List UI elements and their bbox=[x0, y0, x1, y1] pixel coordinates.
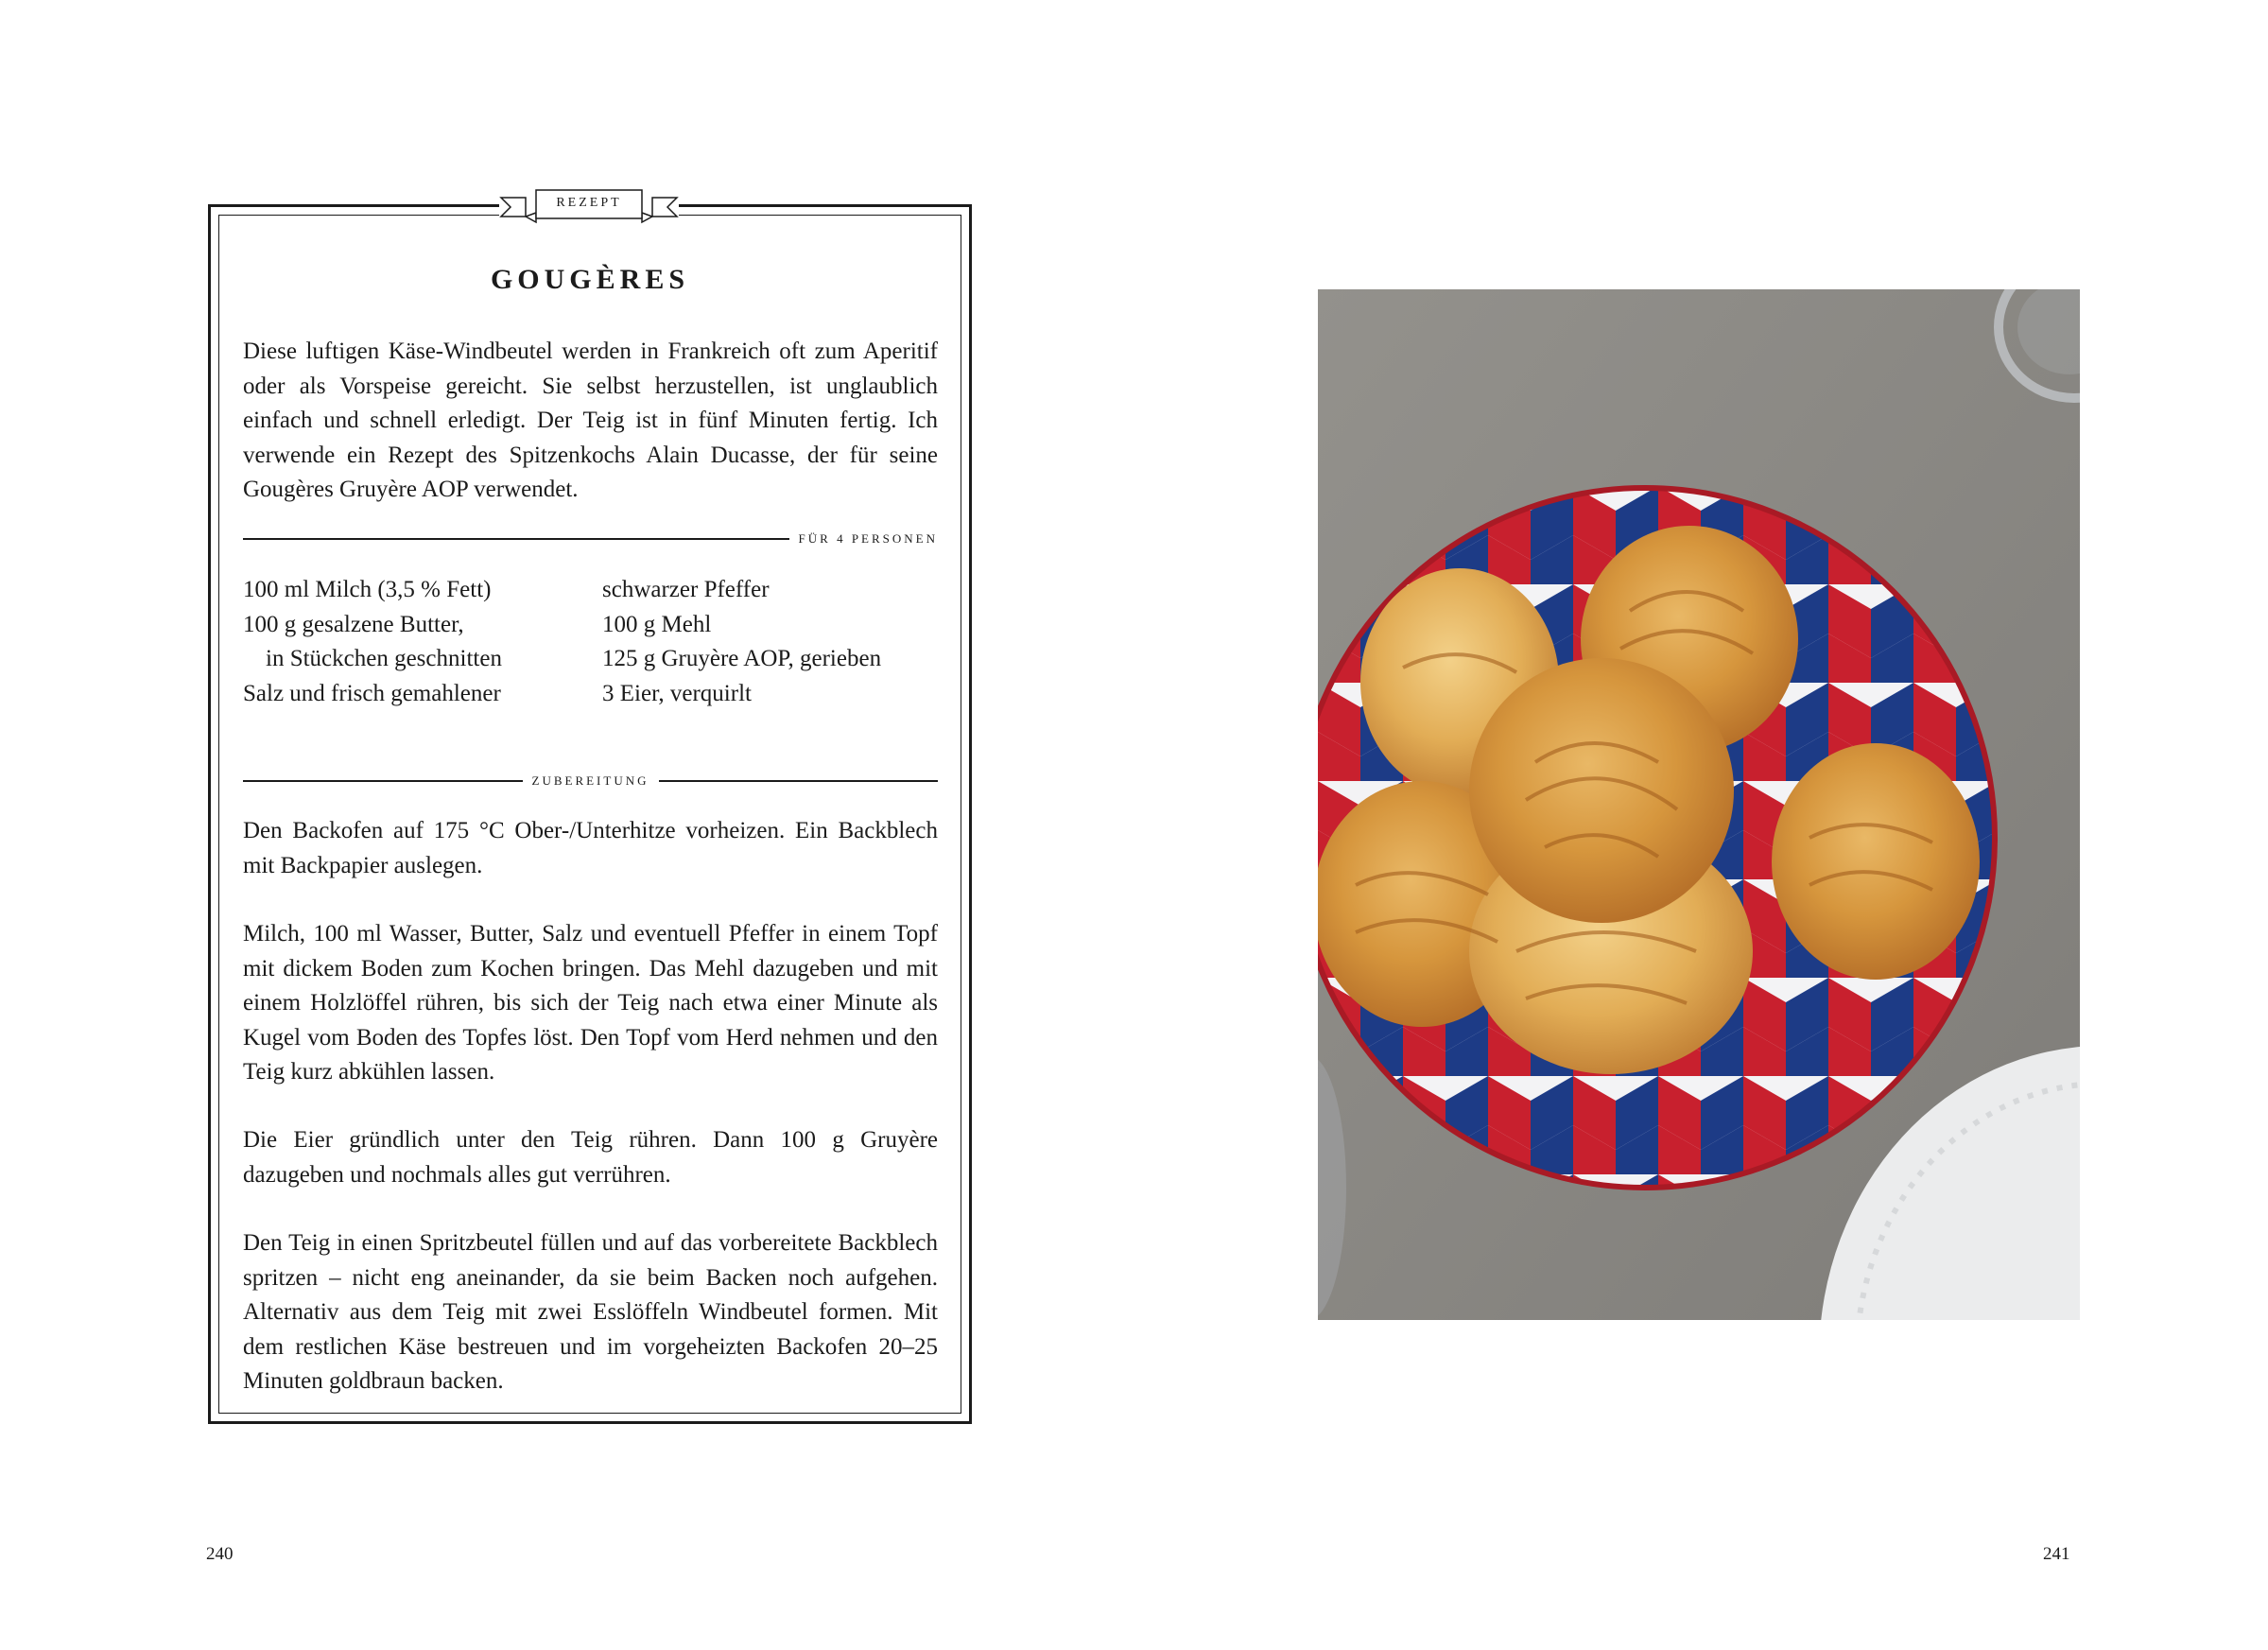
ingredient-line: 125 g Gruyère AOP, gerieben bbox=[602, 646, 882, 671]
ingredients-left-column bbox=[243, 573, 593, 711]
page-number-right: 241 bbox=[2043, 1544, 2070, 1564]
ingredient-line: 100 g gesalzene Butter, bbox=[243, 611, 464, 637]
ingredient-line: Salz und frisch gemahlener bbox=[243, 680, 501, 706]
banner-label: REZEPT bbox=[556, 196, 622, 210]
divider-line bbox=[659, 780, 939, 782]
preparation-step: Den Teig in einen Spritzbeutel füllen und auf das vorbereitete Backblech spritzen – nicht eng aneinander, da sie beim Backen noch aufgehen. Alternativ aus dem Teig mit zwei Esslöffeln Windbeutel formen. Mit dem restlichen Käse bestreuen und im vorgeheizten Backofen 20–25 Minuten goldbraun backen. bbox=[243, 1230, 938, 1394]
recipe-intro: Diese luftigen Käse-Windbeutel werden in Frankreich oft zum Aperitif oder als Vorspeise gereicht. Sie selbst herzustellen, ist unglaublich einfach und schnell erledigt. Der Teig ist in fünf Minuten fertig. Ich verwende ein Rezept des Spitzenkochs Alain Ducasse, der für seine Gougères Gruyère AOP verwendet. bbox=[243, 339, 938, 502]
servings-label: FÜR 4 PERSONEN bbox=[798, 531, 938, 546]
recipe-title: GOUGÈRES bbox=[490, 264, 690, 295]
ingredient-line: 100 g Mehl bbox=[602, 611, 712, 637]
preparation-label: ZUBEREITUNG bbox=[531, 773, 649, 788]
preparation-step: Die Eier gründlich unter den Teig rühren. Dann 100 g Gruyère dazugeben und nochmals alles gut verrühren. bbox=[243, 1127, 938, 1188]
ingredient-line: 100 ml Milch (3,5 % Fett) bbox=[243, 577, 492, 602]
gougeres-photo bbox=[1318, 289, 2080, 1320]
preparation-step: Milch, 100 ml Wasser, Butter, Salz und eventuell Pfeffer in einem Topf mit dickem Boden zum Kochen bringen. Das Mehl dazugeben und mit einem Holzlöffel rühren, bis sich der Teig nach etwa einer Minute als Kugel vom Boden des Topfes löst. Den Topf vom Herd nehmen und den Teig kurz abkühlen lassen. bbox=[243, 921, 938, 1085]
ingredient-line: schwarzer Pfeffer bbox=[602, 577, 770, 602]
divider-line bbox=[243, 538, 789, 540]
divider-line bbox=[243, 780, 523, 782]
preparation-divider bbox=[243, 772, 938, 790]
ingredient-line: in Stückchen geschnitten bbox=[266, 646, 502, 671]
servings-divider bbox=[243, 530, 938, 548]
preparation-step: Den Backofen auf 175 °C Ober-/Unterhitze vorheizen. Ein Backblech mit Backpapier auslegen. bbox=[243, 818, 938, 878]
ingredient-line: 3 Eier, verquirlt bbox=[602, 680, 752, 706]
page-number-left: 240 bbox=[206, 1544, 234, 1564]
ingredients-right-column bbox=[602, 573, 938, 711]
